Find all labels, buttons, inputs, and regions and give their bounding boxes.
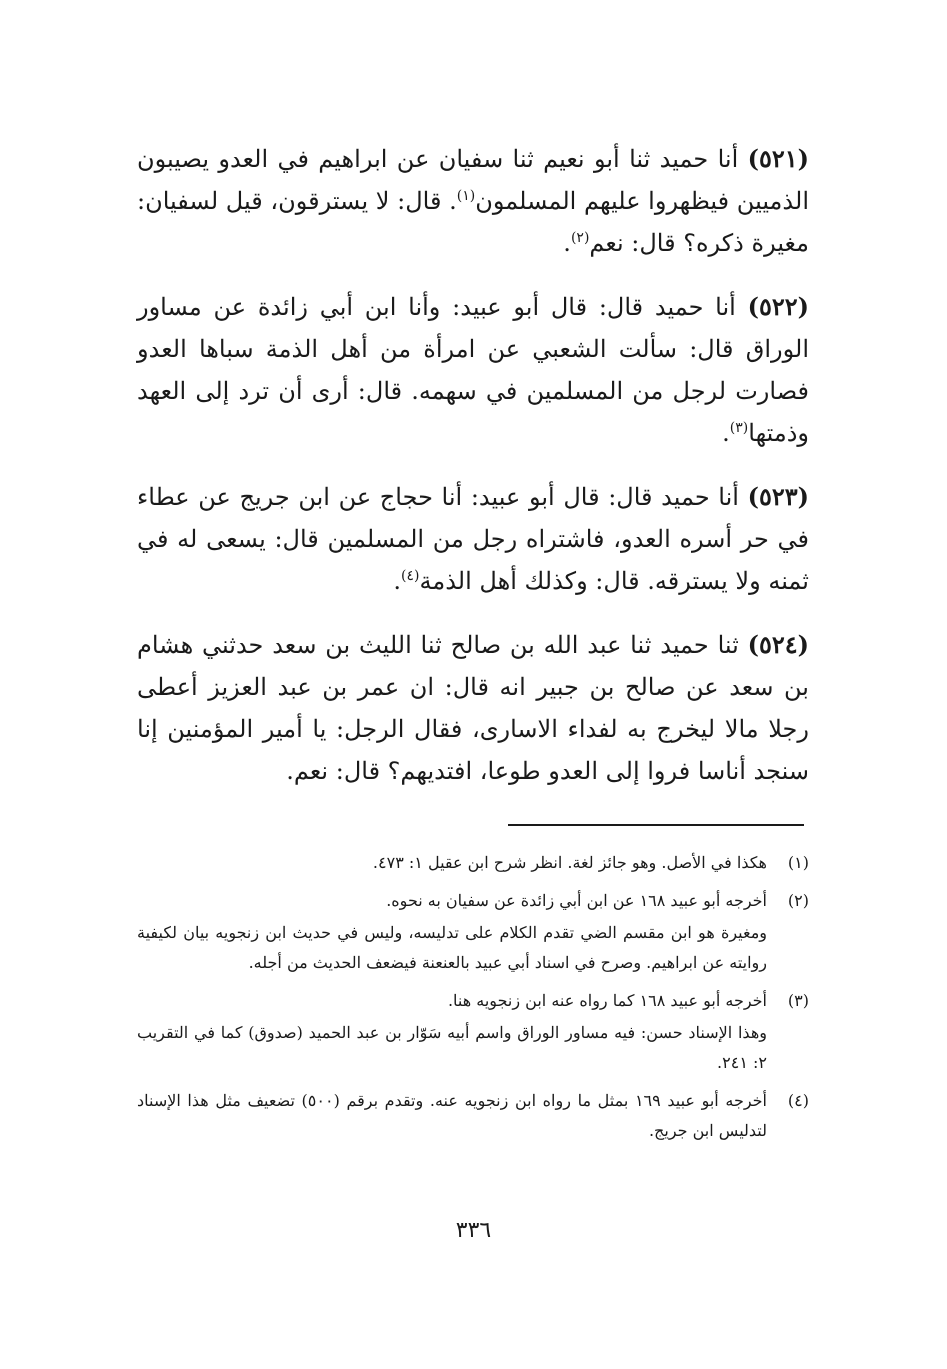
paragraph-text: ثنا حميد ثنا عبد الله بن صالح ثنا الليث بن سعد حدثني هشام بن سعد عن صالح بن جبير انه قال: ان عمر بن عبد العزيز أعطى رجلا مالا ليخرج به لفداء الاسارى، فقال الرجل: يا أمير المؤمنين إنا سنجد أناسا فروا إلى العدو طوعا، افتديهم؟ قال: نعم. xyxy=(137,631,809,785)
footnote-text xyxy=(137,1086,767,1146)
footnote-2 xyxy=(137,886,809,978)
footnote-3 xyxy=(137,986,809,1078)
paragraph-text: . xyxy=(722,419,730,447)
footnote-1 xyxy=(137,848,809,878)
paragraph-522 xyxy=(137,286,809,454)
paragraph-text: أنا حميد قال: قال أبو عبيد: أنا حجاج عن ابن جريج عن عطاء في حر أسره العدو، فاشتراه رجل من المسلمين قال: يسعى له في ثمنه ولا يسترقه. قال: وكذلك أهل الذمة xyxy=(137,483,809,595)
footnote-continuation: ومغيرة هو ابن مقسم الضي تقدم الكلام على تدليسه، وليس في حديث ابن زنجويه بيان لكيفية روايته عن ابراهيم. وصرح في اسناد أبي عبيد بالعنعنة فيضعف الحديث من أجله. xyxy=(137,923,767,972)
footnote-4 xyxy=(137,1086,809,1146)
paragraph-text: أنا حميد ثنا أبو نعيم ثنا سفيان عن ابراهيم في العدو يصيبون الذميين فيظهروا عليهم المسلمون xyxy=(137,145,809,215)
footnote-number: (١) xyxy=(787,853,809,872)
footnote-number: (٤) xyxy=(787,1091,809,1110)
footnote-reference[interactable]: (٣) xyxy=(729,420,749,436)
footnote-line: أخرجه أبو عبيد ١٦٩ بمثل ما رواه ابن زنجويه عنه. وتقدم برقم (٥٠٠) تضعيف مثل هذا الإسناد لتدليس ابن جريج. xyxy=(137,1091,768,1140)
paragraph-text: . قال: لا يسترقون، قيل لسفيان: مغيرة ذكره؟ قال: نعم xyxy=(137,187,809,257)
footnote-reference[interactable]: (٤) xyxy=(401,568,420,584)
footnote-line: أخرجه أبو عبيد ١٦٨ عن ابن أبي زائدة عن سفيان به نحوه. xyxy=(386,891,767,910)
footnote-continuation: وهذا الإسناد حسن: فيه مساور الوراق واسم أبيه سَوّار بن عبد الحميد (صدوق) كما في التقريب ٢: ٢٤١. xyxy=(137,1023,767,1072)
paragraph-521 xyxy=(137,138,809,264)
paragraph-number: (٥٢٤) xyxy=(747,630,810,659)
footnote-text xyxy=(137,886,767,978)
footnote-number: (٣) xyxy=(787,991,809,1010)
footnote-text xyxy=(137,848,767,878)
paragraph-number: (٥٢١) xyxy=(747,144,810,173)
paragraph-text: أنا حميد قال: قال أبو عبيد: وأنا ابن أبي زائدة عن مساور الوراق قال: سألت الشعبي عن امرأة من أهل الذمة سباها العدو فصارت لرجل من المسلمين في سهمه. قال: أرى أن ترد إلى العهد وذمتها xyxy=(137,293,809,447)
page-number: ٣٣٦ xyxy=(455,1218,492,1243)
footnotes xyxy=(137,848,809,1154)
paragraph-text: . xyxy=(393,567,401,595)
paragraph-523 xyxy=(137,476,809,602)
footnote-reference[interactable]: (١) xyxy=(456,188,476,204)
footnote-separator xyxy=(508,824,804,826)
paragraph-524 xyxy=(137,624,809,792)
main-text xyxy=(137,138,809,814)
paragraph-number: (٥٢٣) xyxy=(747,482,809,511)
footnote-text xyxy=(137,986,767,1078)
footnote-line: أخرجه أبو عبيد ١٦٨ كما رواه عنه ابن زنجويه هنا. xyxy=(447,991,767,1010)
footnote-reference[interactable]: (٢) xyxy=(570,230,590,246)
footnote-line: هكذا في الأصل. وهو جائز لغة. انظر شرح ابن عقيل ١: ٤٧٣. xyxy=(372,853,767,872)
paragraph-text: . xyxy=(563,229,571,257)
paragraph-number: (٥٢٢) xyxy=(747,292,809,321)
footnote-number: (٢) xyxy=(787,891,809,910)
